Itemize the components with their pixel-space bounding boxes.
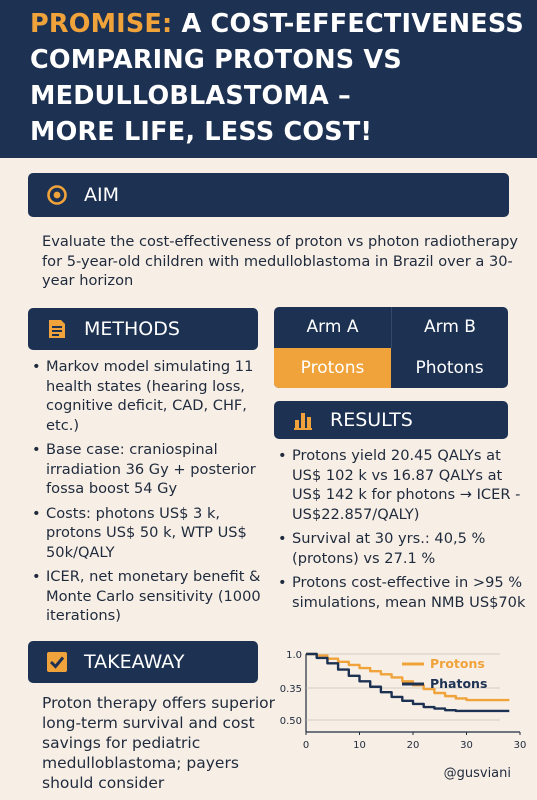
chart-y-tick-label: 0.50	[279, 716, 302, 727]
chart-legend-label: Phatons	[430, 676, 488, 691]
arm-b-photons: Photons	[415, 357, 484, 378]
takeaway-section-header	[28, 641, 258, 683]
survival-chart	[270, 640, 532, 762]
arm-b-header: Arm B	[391, 307, 508, 348]
chart-y-tick-label: 1.0	[286, 650, 302, 661]
arm-a-protons: Protons	[274, 348, 391, 389]
results-item: • Protons yield 20.45 QALYs at US$ 102 k vs 16.87 QALYs at US$ 142 k for photons → ICER -US$22.857/QALY)	[278, 446, 528, 524]
checkbox-icon	[46, 651, 68, 673]
aim-section-header	[28, 173, 509, 217]
bar-chart-icon	[292, 409, 314, 431]
title-line-1	[30, 6, 537, 42]
methods-item: • ICER, net monetary benefit & Monte Carlo sensitivity (1000 iterations)	[32, 567, 268, 626]
target-icon	[46, 184, 68, 206]
title-line-2: COMPARING PROTONS VS	[30, 45, 402, 75]
title-line-4: MORE LIFE, LESS COST!	[30, 117, 373, 147]
chart-y-tick-label: 0.35	[279, 684, 302, 695]
chart-x-tick-label: 20	[406, 740, 420, 751]
results-section-header	[274, 401, 508, 439]
header-banner	[0, 0, 537, 158]
methods-item: • Markov model simulating 11 health states (hearing loss, cognitive deficit, CAD, CHF, etc.)	[32, 357, 268, 435]
chart-legend-label: Protons	[430, 656, 485, 671]
takeaway-text: Proton therapy offers superior long-term survival and cost savings for pediatric medulloblastoma; payers should consider	[42, 694, 276, 792]
document-icon	[46, 318, 68, 340]
results-item: • Survival at 30 yrs.: 40,5 % (protons) vs 27.1 %	[278, 529, 528, 568]
chart-x-tick-label: 30	[460, 740, 473, 751]
chart-x-tick-label: 10	[353, 740, 366, 751]
aim-label: AIM	[84, 184, 119, 206]
methods-section-header	[28, 308, 258, 350]
takeaway-label: TAKEAWAY	[84, 651, 185, 673]
author-handle: @gusviani	[443, 766, 511, 781]
methods-item: • Costs: photons US$ 3 k, protons US$ 50 k, WTP US$ 50k/QALY	[32, 504, 268, 563]
methods-item: • Base case: craniospinal irradiation 36 Gy + posterior fossa boost 54 Gy	[32, 440, 268, 499]
results-item: • Protons cost-effective in >95 % simulations, mean NMB US$70k	[278, 573, 528, 612]
results-label: RESULTS	[330, 409, 413, 431]
title-line-3: MEDULLOBLASTOMA –	[30, 81, 351, 111]
arm-a-header: Arm A	[306, 317, 359, 338]
methods-label: METHODS	[84, 318, 180, 340]
title-line-1-rest: A COST-EFFECTIVENESS	[172, 9, 524, 39]
aim-text: Evaluate the cost-effectiveness of proton vs photon radiotherapy for 5-year-old children with medulloblastoma in Brazil over a 30-year horizon	[42, 233, 518, 289]
methods-list	[32, 357, 268, 631]
chart-x-tick-label: 30	[513, 740, 527, 751]
results-list	[278, 446, 528, 617]
title-accent: PROMISE:	[30, 9, 173, 39]
chart-x-tick-label: 0	[302, 740, 310, 751]
arms-table	[274, 307, 508, 388]
